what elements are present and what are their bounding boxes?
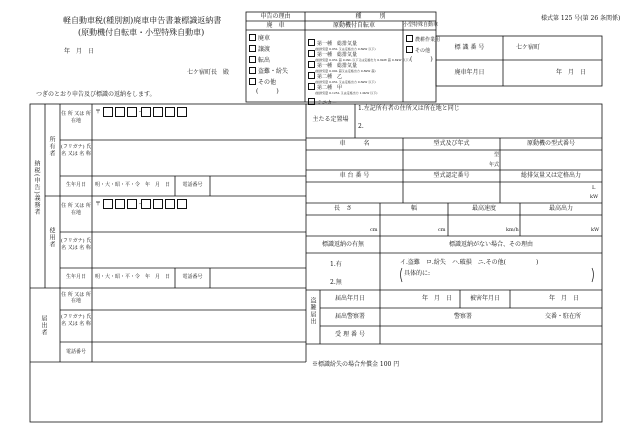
plate-return-reason-label: 標識返納がない場合、その理由 (448, 241, 533, 248)
damage-date-value[interactable]: 年 月 日 (549, 295, 580, 302)
unit-cm-1: cm (370, 227, 378, 233)
shoyu-phone-label: 電話番号 (182, 182, 203, 188)
genki-type-5[interactable]: 第二種 甲 (総排気量 0.125L 又は定格出力 1.0kW 以下) (308, 76, 419, 97)
form-title: 軽自動車税(種別割)廃車申告書兼標識返納書 (63, 16, 222, 25)
damage-date-label: 被害年月日 (469, 295, 500, 302)
checkbox-icon[interactable] (406, 46, 413, 53)
genki-header: 原動機付自転車 (332, 22, 375, 29)
length-label: 長 さ (333, 205, 352, 212)
vehicle-name-label: 車 名 (339, 140, 370, 147)
form-subtitle: (原動機付自転車・小型特殊自動車) (78, 28, 205, 37)
reason-option-tenshutsu[interactable]: 転出 (249, 56, 270, 64)
police-label: 届出警察署 (334, 313, 365, 320)
shoyu-postal[interactable]: 〒 - (95, 107, 189, 117)
reason-option-joto[interactable]: 譲渡 (249, 45, 270, 53)
plate-return-label: 標識返納の有無 (321, 241, 364, 248)
haisha-date-value[interactable]: 年 月 日 (556, 69, 587, 76)
plate-return-reasons[interactable]: イ.盗難 ロ.紛失 ハ.破損 ニ.その他( ) (400, 259, 539, 266)
plate-return-no[interactable]: 2.無 (330, 279, 342, 286)
shiyo-birth-label: 生年月日 (65, 274, 86, 280)
form-number: 様式第 125 号(第 26 条関係) (541, 15, 621, 22)
genki-type-6[interactable]: ミニカー (308, 91, 337, 107)
max-power-label: 最高出力 (548, 205, 573, 212)
notifier-phone-label: 電話番号 (65, 349, 86, 355)
genki-type-3[interactable]: 第一種 総排気量 (総排気量 0.09L 超又は定格出力 0.8kW 超) (308, 54, 416, 75)
location-option-2[interactable]: 2. (358, 123, 364, 130)
shiyo-birth-value[interactable]: 明・大・昭・平・令 年 月 日 (95, 274, 171, 280)
shoyu-label: 所有者 (48, 136, 55, 157)
shiyo-address-label: 住 所 又は 所在地 (61, 203, 91, 216)
model-label: 型式及び年式 (433, 140, 470, 147)
type-header: 種 別 (355, 13, 386, 20)
haisha-header: 廃 車 (266, 22, 285, 29)
kotoku-type-farm[interactable]: 農耕作業用 (406, 35, 440, 43)
unit-kmh: km/h (506, 227, 519, 233)
taxpayer-group-label: 納税(申告)義務者 (33, 160, 40, 216)
shiyo-phone-label: 電話番号 (182, 274, 203, 280)
intro-text: つぎのとおり申告及び標識の返納をします。 (36, 91, 156, 98)
location-option-1[interactable]: 1.左記所有者の住所又は所在地と同じ (358, 105, 460, 112)
disp-unit-kw: kW (590, 194, 599, 200)
genki-type-2[interactable]: 第一種 総排気量 (総排気量 0.05L 超 0.09L 以下又は定格出力 0.6kW 超 0.8kW 以下) (308, 43, 473, 64)
checkbox-icon[interactable] (308, 83, 315, 90)
kotoku-header: 小型特殊自動車 (403, 22, 439, 28)
kotoku-other-paren[interactable]: ( ) (410, 56, 433, 63)
reason-other-paren[interactable]: ( ) (256, 88, 279, 95)
shiyo-postal[interactable]: 〒 - (95, 199, 189, 209)
koban-suffix: 交番・駐在所 (545, 313, 582, 320)
date-line[interactable]: 年 月 日 (64, 48, 95, 55)
reason-option-haisha[interactable]: 廃車 (249, 34, 270, 42)
notifier-name-label: (フリガナ) 氏 名 又は 名 称 (60, 314, 92, 327)
theft-date-label: 届出年月日 (334, 295, 365, 302)
frame-number-label: 車 台 番 号 (339, 172, 370, 179)
checkbox-icon[interactable] (249, 45, 256, 52)
notifier-label: 届出者 (40, 315, 47, 336)
unit-cm-2: cm (438, 227, 446, 233)
fee-note: ※標識紛失の場合弁償金 100 円 (312, 361, 400, 368)
model-sub-type: 型 (494, 152, 500, 158)
checkbox-icon[interactable] (249, 34, 256, 41)
addressee: 七ケ宿町長 殿 (187, 69, 230, 76)
shoyu-birth-label: 生年月日 (65, 182, 86, 188)
receipt-label: 受 理 番 号 (335, 331, 365, 338)
checkbox-icon[interactable] (406, 35, 413, 42)
checkbox-icon[interactable] (249, 56, 256, 63)
reason-option-other[interactable]: その他 (249, 78, 276, 86)
checkbox-icon[interactable] (249, 78, 256, 85)
location-label: 主たる定置場 (312, 116, 349, 123)
checkbox-icon[interactable] (249, 67, 256, 74)
plate-return-details[interactable]: 具体的に: (404, 270, 431, 277)
genki-type-1[interactable]: 第一種 総排気量 (総排気量 0.05L 又は定格出力 0.6kW 以下) (308, 32, 416, 53)
shoyu-name-label: (フリガナ) 氏 名 又は 名 称 (60, 144, 92, 157)
genki-type-4[interactable]: 第二種 乙 (総排気量 0.05L 又は定格出力 0.6kW 以下) (308, 65, 416, 86)
shoyu-address-label: 住 所 又は 所在地 (61, 111, 91, 124)
notifier-address-label: 住 所 又は 所在地 (61, 292, 91, 304)
max-speed-label: 最高速度 (471, 205, 496, 212)
police-suffix: 警察署 (454, 313, 473, 320)
disp-unit-l: L (592, 185, 596, 191)
unit-kw: kW (591, 227, 600, 233)
reason-option-tounan[interactable]: 盗難・紛失 (249, 67, 288, 75)
reason-header: 申告の理由 (260, 13, 291, 20)
plate-value[interactable]: 七ケ宿町 (516, 44, 541, 51)
haisha-date-label: 廃車年月日 (454, 69, 485, 76)
displacement-label: 総排気量又は定格出力 (520, 172, 581, 179)
theft-label: 盗難届出 (309, 297, 316, 325)
shoyu-birth-value[interactable]: 明・大・昭・平・令 年 月 日 (95, 182, 171, 188)
plate-return-yes[interactable]: 1.有 (330, 261, 342, 268)
cert-number-label: 型式認定番号 (433, 172, 470, 179)
shiyo-name-label: (フリガナ) 氏 名 又は 名 称 (60, 238, 92, 251)
checkbox-icon[interactable] (308, 98, 315, 105)
plate-label: 標 識 番 号 (454, 44, 485, 51)
shiyo-label: 使用者 (48, 227, 55, 248)
theft-date-value[interactable]: 年 月 日 (422, 295, 453, 302)
model-sub-year: 年式 (489, 162, 500, 168)
width-label: 幅 (410, 205, 417, 212)
engine-model-label: 原動機の型式番号 (526, 140, 575, 147)
kotoku-type-other[interactable]: その他 (406, 46, 430, 54)
